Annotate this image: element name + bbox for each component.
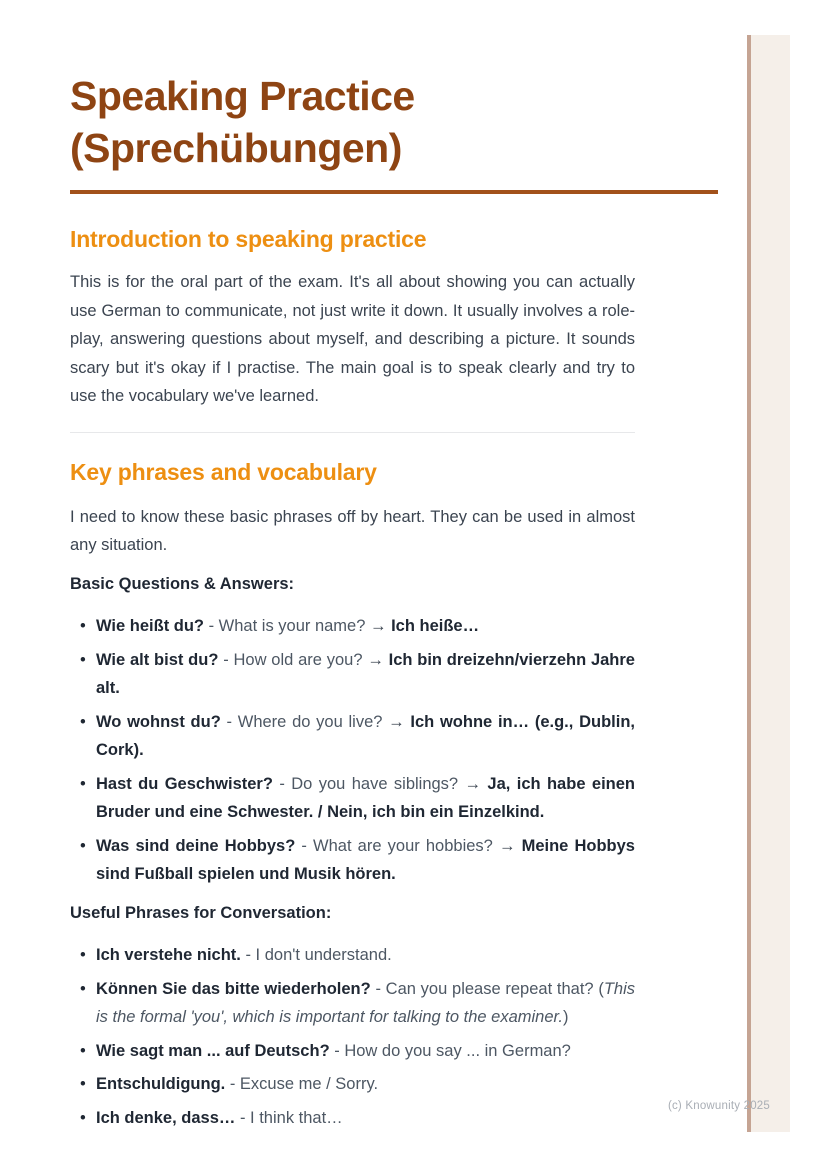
phrase-segment: Meine Hobbys sind Fußball spielen und Musik hören. [96, 836, 635, 883]
phrase-segment: - Where do you live? [220, 712, 389, 731]
phrase-segment: Wie heißt du? [96, 617, 205, 635]
phrase-segment: - How do you say ... in German? [329, 1041, 571, 1060]
phrase-segment: ) [562, 1008, 569, 1026]
phrase-segment: Wie alt bist du? [96, 650, 219, 669]
phrase-segment: Was sind deine Hobbys? [96, 836, 296, 855]
title-underline-rule [70, 190, 718, 194]
group-label: Useful Phrases for Conversation: [70, 903, 332, 922]
phrase-segment: This is the formal 'you', which is important for talking to the examiner. [96, 979, 635, 1026]
section-heading-introduction: Introduction to speaking practice [70, 226, 427, 252]
phrase-segment: Ich denke, dass… [96, 1108, 236, 1127]
phrase-segment: → [370, 617, 392, 635]
phrase-segment: Ich bin dreizehn/vierzehn Jahre alt. [96, 650, 635, 697]
phrase-segment: Hast du Geschwister? [96, 774, 273, 793]
phrase-segment: Ich verstehe nicht. [96, 946, 241, 964]
phrase-segment: - I think that… [235, 1108, 343, 1127]
phrase-segment: Entschuldigung. [96, 1075, 226, 1093]
phrase-segment: Können Sie das bitte wiederholen? [96, 979, 371, 998]
decorative-side-stripe [747, 35, 790, 1132]
section-divider [70, 432, 635, 433]
phrase-segment: → [464, 774, 488, 793]
key-phrases-paragraph: I need to know these basic phrases off by heart. They can be used in almost any situation. [70, 507, 635, 554]
list-item [96, 646, 635, 703]
list-item [96, 708, 635, 765]
phrase-segment: - Can you please repeat that? ( [370, 979, 604, 998]
phrase-segment: - Excuse me / Sorry. [225, 1075, 379, 1093]
phrase-list [70, 941, 635, 1132]
phrase-segment: Ich heiße… [391, 617, 480, 635]
list-item [96, 612, 635, 641]
phrase-list [70, 612, 635, 889]
phrase-segment: - How old are you? [218, 650, 368, 669]
list-item [96, 770, 635, 827]
list-item [96, 941, 635, 970]
phrase-segment: → [388, 712, 411, 731]
document-content [70, 70, 635, 1137]
phrase-segment: → [367, 650, 389, 669]
introduction-paragraph: This is for the oral part of the exam. It's all about showing you can actually use German to communicate, not just write it down. It usually involves a role-play, answering questions about myself, and describing a picture. It sounds scary but it's okay if I practise. The main goal is to speak clearly and try to use the vocabulary we've learned. [70, 273, 635, 405]
copyright-footer: (c) Knowunity 2025 [667, 1100, 770, 1112]
phrase-segment: Ja, ich habe einen Bruder und eine Schwester. / Nein, ich bin ein Einzelkind. [96, 774, 635, 821]
phrase-segment: - What is your name? [204, 617, 370, 635]
list-item [96, 1070, 635, 1099]
list-item [96, 975, 635, 1032]
section-heading-key-phrases: Key phrases and vocabulary [70, 458, 377, 485]
list-item [96, 832, 635, 889]
list-item [96, 1037, 635, 1066]
phrase-segment: Wie sagt man ... auf Deutsch? [96, 1041, 330, 1060]
phrase-segment: - I don't understand. [240, 946, 392, 964]
phrase-segment: - Do you have siblings? [272, 774, 465, 793]
phrase-segment: - What are your hobbies? [295, 836, 499, 855]
phrase-segment: Wo wohnst du? [96, 712, 221, 731]
phrase-groups [70, 570, 635, 1133]
group-label: Basic Questions & Answers: [70, 574, 295, 593]
phrase-segment: → [498, 836, 522, 855]
phrase-segment: Ich wohne in… (e.g., Dublin, Cork). [96, 712, 635, 759]
list-item [96, 1104, 635, 1133]
page-title: Speaking Practice (Sprechübungen) [70, 73, 415, 171]
